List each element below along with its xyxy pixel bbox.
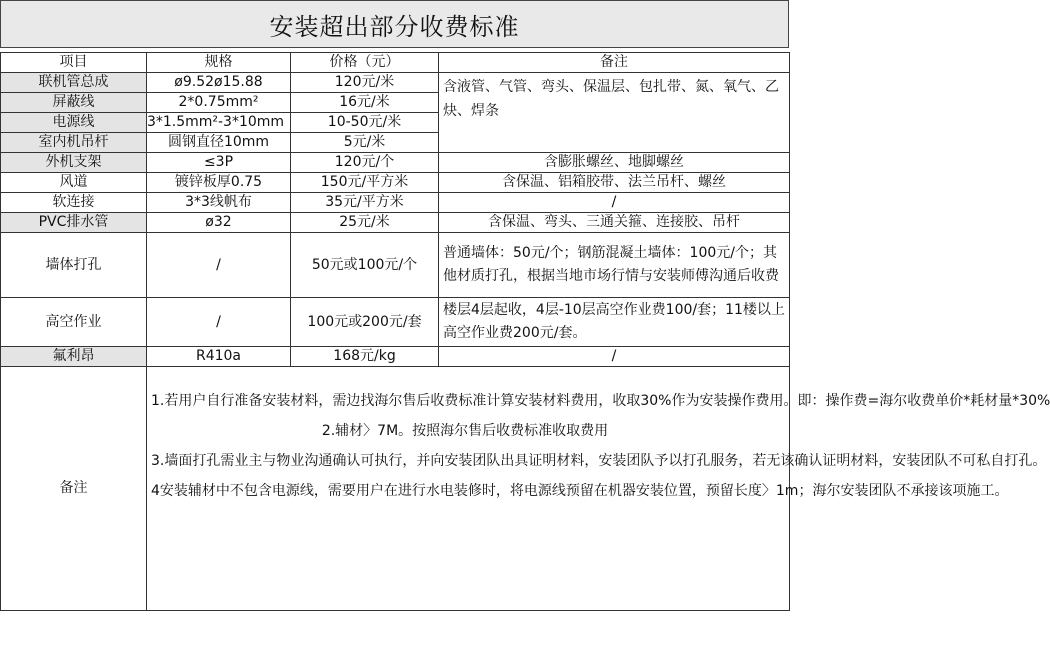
item-cell: 软连接 [1,193,147,213]
price-cell: 168元/kg [291,347,439,367]
remarks-row [1,367,790,611]
price-cell: 10-50元/米 [291,113,439,133]
price-cell: 120元/个 [291,153,439,173]
spec-cell: 3*1.5mm²-3*10mm [147,113,291,133]
item-cell: 屏蔽线 [1,93,147,113]
remark-item-2: 2.辅材〉7M。按照海尔售后收费标准收取费用 [321,423,609,439]
table-row [1,298,790,347]
item-cell: PVC排水管 [1,213,147,233]
header-item: 项目 [1,53,147,73]
table-row [1,173,790,193]
note-cell-merged: 含液管、气管、弯头、保温层、包扎带、氮、氧气、乙炔、焊条 [439,73,790,153]
note-cell: / [439,193,790,213]
spec-cell: 圆钢直径10mm [147,133,291,153]
note-cell: 含膨胀螺丝、地脚螺丝 [439,153,790,173]
spec-cell: ø9.52ø15.88 [147,73,291,93]
spec-cell: 3*3线帆布 [147,193,291,213]
item-cell: 外机支架 [1,153,147,173]
item-cell: 氟利昂 [1,347,147,367]
remarks-content [147,367,1050,611]
spec-cell: 镀锌板厚0.75 [147,173,291,193]
price-cell: 25元/米 [291,213,439,233]
spec-cell: / [147,233,291,298]
page-title: 安装超出部分收费标准 [0,0,789,48]
table-row [1,347,790,367]
table-row [1,193,790,213]
remarks-label: 备注 [1,367,147,611]
note-cell: 含保温、铝箱胶带、法兰吊杆、螺丝 [439,173,790,193]
remark-item-1: 1.若用户自行准备安装材料，需边找海尔售后收费标准计算安装材料费用，收取30%作为安装操作费用。即：操作费=海尔收费单价*耗材量*30% [151,393,1050,409]
spec-cell: / [147,298,291,347]
spec-cell: 2*0.75mm² [147,93,291,113]
table-row [1,73,790,93]
note-cell: 普通墙体：50元/个；钢筋混凝土墙体：100元/个；其他材质打孔，根据当地市场行情与安装师傅沟通后收费 [439,233,790,298]
table-row [1,213,790,233]
table-row [1,233,790,298]
item-cell: 墙体打孔 [1,233,147,298]
spec-cell: ≤3P [147,153,291,173]
header-spec: 规格 [147,53,291,73]
price-cell: 5元/米 [291,133,439,153]
table-header-row [1,53,790,73]
spec-cell: ø32 [147,213,291,233]
price-cell: 120元/米 [291,73,439,93]
price-cell: 35元/平方米 [291,193,439,213]
remark-item-3: 3.墙面打孔需业主与物业沟通确认可执行，并向安装团队出具证明材料，安装团队予以打孔服务，若无该确认证明材料，安装团队不可私自打孔。 [151,453,1047,469]
price-cell: 16元/米 [291,93,439,113]
item-cell: 电源线 [1,113,147,133]
price-cell: 100元或200元/套 [291,298,439,347]
item-cell: 风道 [1,173,147,193]
table-row [1,153,790,173]
note-cell: 楼层4层起收，4层-10层高空作业费100/套；11楼以上高空作业费200元/套。 [439,298,790,347]
header-price: 价格（元） [291,53,439,73]
item-cell: 高空作业 [1,298,147,347]
fee-table [0,52,1050,611]
remark-item-4: 4安装辅材中不包含电源线，需要用户在进行水电装修时，将电源线预留在机器安装位置，预留长度〉1m；海尔安装团队不承接该项施工。 [151,483,1009,499]
item-cell: 联机管总成 [1,73,147,93]
spec-cell: R410a [147,347,291,367]
item-cell: 室内机吊杆 [1,133,147,153]
note-cell: / [439,347,790,367]
header-note: 备注 [439,53,790,73]
price-cell: 150元/平方米 [291,173,439,193]
price-cell: 50元或100元/个 [291,233,439,298]
note-cell: 含保温、弯头、三通关箍、连接胶、吊杆 [439,213,790,233]
